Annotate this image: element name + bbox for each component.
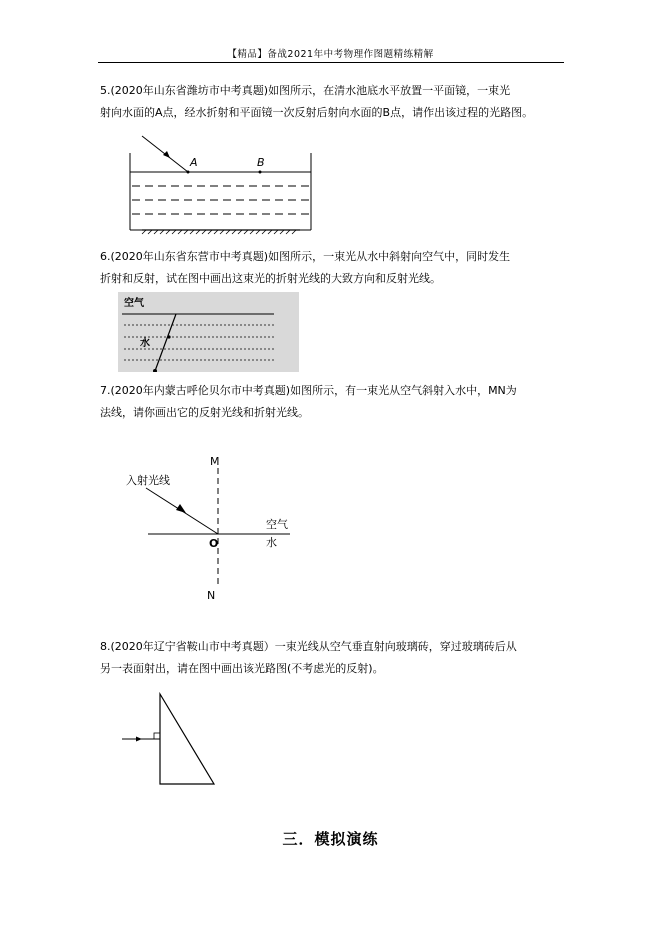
figure-8-glass-prism [118, 688, 228, 788]
label-o: O [209, 537, 219, 550]
page-header: 【精品】备战2021年中考物理作图题精练精解 [227, 49, 434, 60]
figure-7-normal [120, 450, 320, 605]
question-6-line-2: 折射和反射，试在图中画出这束光的折射光线的大致方向和反射光线。 [100, 272, 441, 285]
figure-6-water-air [118, 292, 299, 372]
question-6-line-1: 6.(2020年山东省东营市中考真题)如图所示，一束光从水中斜射向空气中，同时发生 [100, 250, 511, 263]
question-8-line-2: 另一表面射出，请在图中画出该光路图(不考虑光的反射)。 [100, 662, 384, 675]
glass-brick [160, 694, 214, 784]
label-m: M [210, 455, 220, 468]
question-7-line-2: 法线，请你画出它的反射光线和折射光线。 [100, 406, 309, 419]
figure-5-pool [120, 128, 320, 238]
point-a-label: A [190, 156, 198, 169]
air-label: 空气 [266, 518, 288, 531]
water-label: 水 [140, 338, 150, 349]
question-5-line-2: 射向水面的A点，经水折射和平面镜一次反射后射向水面的B点，请作出该过程的光路图。 [100, 106, 534, 119]
header-rule [98, 62, 564, 63]
point-b-label: B [257, 156, 265, 169]
right-angle-mark [154, 733, 160, 739]
question-5-line-1: 5.(2020年山东省潍坊市中考真题)如图所示，在清水池底水平放置一平面镜，一束光 [100, 84, 511, 97]
water-label: 水 [266, 536, 277, 549]
question-8-line-1: 8.(2020年辽宁省鞍山市中考真题）一束光线从空气垂直射向玻璃砖，穿过玻璃砖后从 [100, 640, 517, 653]
question-7-line-1: 7.(2020年内蒙古呼伦贝尔市中考真题)如图所示，有一束光从空气斜射入水中，MN为 [100, 384, 517, 397]
plane-mirror [142, 230, 300, 234]
section-title: 三．模拟演练 [282, 830, 379, 848]
label-n: N [207, 589, 216, 602]
air-label: 空气 [124, 298, 144, 309]
incident-ray-label: 入射光线 [126, 474, 170, 487]
